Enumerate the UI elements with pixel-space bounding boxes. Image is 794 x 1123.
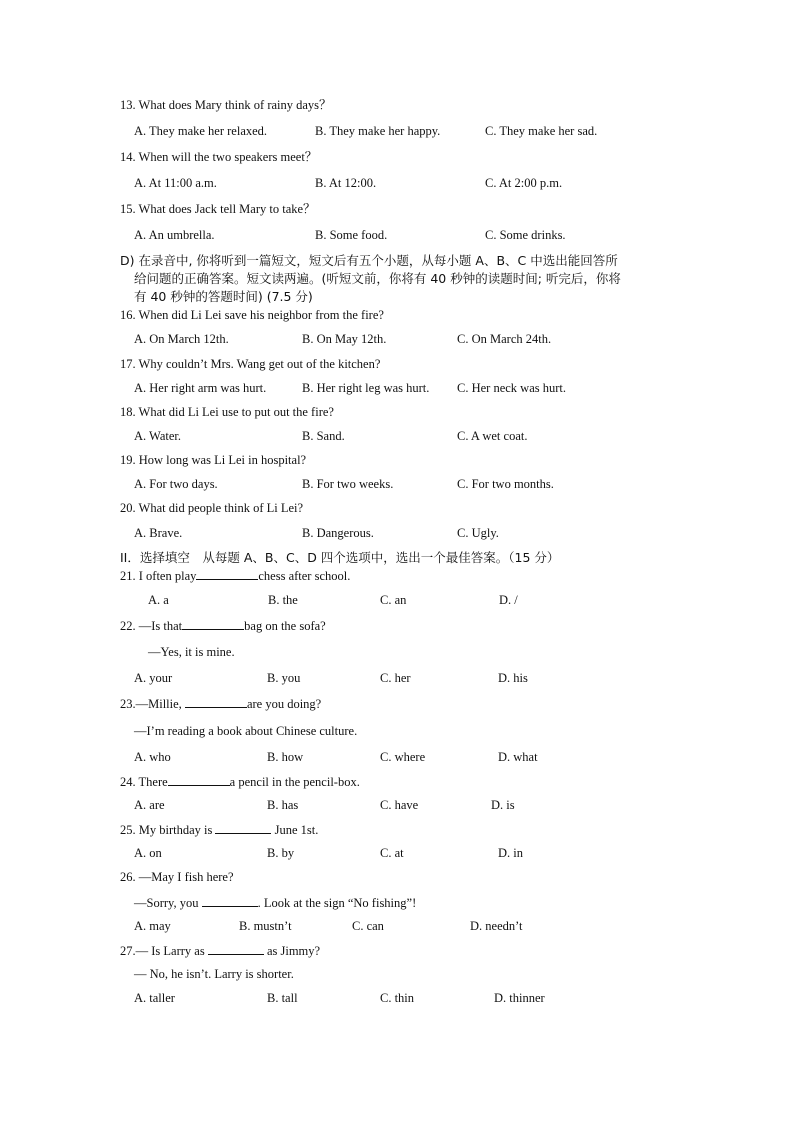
question-15-stem: 15. What does Jack tell Mary to take？ <box>120 202 316 216</box>
question-20-stem: 20. What did people think of Li Lei? <box>120 501 304 515</box>
q23-stem-before: 23.—Millie, <box>120 697 182 711</box>
q27-option-b: B. tall <box>267 991 298 1005</box>
q19-option-a: A. For two days. <box>134 477 218 491</box>
question-21-stem <box>120 567 350 584</box>
q27-reply: — No, he isn’t. Larry is shorter. <box>134 967 294 981</box>
q16-option-c: C. On March 24th. <box>457 332 552 346</box>
q22-stem-after: bag on the sofa? <box>244 619 326 633</box>
q26-reply-before: —Sorry, you <box>134 896 199 910</box>
q26-option-c: C. can <box>352 919 384 933</box>
q19-option-c: C. For two months. <box>457 477 554 491</box>
q21-answer-blank <box>196 567 258 580</box>
q21-option-d: D. / <box>499 593 518 607</box>
q23-option-b: B. how <box>267 750 304 764</box>
q27-stem-before: 27.— Is Larry as <box>120 944 205 958</box>
q21-stem-before: 21. I often play <box>120 569 197 583</box>
q24-option-c: C. have <box>380 798 419 812</box>
question-18-stem: 18. What did Li Lei use to put out the fire? <box>120 405 334 419</box>
section-d-instruction-line-3: 有 40 秒钟的答题时间) (7.5 分) <box>134 289 313 304</box>
q25-option-d: D. in <box>498 846 523 860</box>
q21-stem-after: chess after school. <box>258 569 351 583</box>
question-25-stem <box>120 821 318 838</box>
q24-stem-after: a pencil in the pencil-box. <box>229 775 360 789</box>
q23-option-d: D. what <box>498 750 538 764</box>
q26-option-a: A. may <box>134 919 171 933</box>
q20-option-c: C. Ugly. <box>457 526 499 540</box>
q20-option-b: B. Dangerous. <box>302 526 374 540</box>
q24-answer-blank <box>168 773 230 786</box>
q22-option-a: A. your <box>134 671 173 685</box>
question-22-stem <box>120 617 326 634</box>
q25-answer-blank <box>215 821 271 834</box>
q25-option-b: B. by <box>267 846 295 860</box>
q13-option-b: B. They make her happy. <box>315 124 441 138</box>
question-23-stem <box>120 695 321 712</box>
question-17-stem: 17. Why couldn’t Mrs. Wang get out of the kitchen? <box>120 357 381 371</box>
question-16-stem: 16. When did Li Lei save his neighbor from the fire? <box>120 308 384 322</box>
q26-reply <box>134 894 416 911</box>
section-d-instruction-line-2: 给问题的正确答案。短文读两遍。(听短文前，你将有 40 秒钟的读题时间; 听完后，你将 <box>134 271 621 286</box>
q26-option-d: D. needn’t <box>470 919 523 933</box>
q22-stem-before: 22. —Is that <box>120 619 183 633</box>
question-13-stem: 13. What does Mary think of rainy days？ <box>120 98 332 112</box>
q14-option-c: C. At 2:00 p.m. <box>485 176 563 190</box>
q24-option-b: B. has <box>267 798 299 812</box>
q14-option-a: A. At 11:00 a.m. <box>134 176 217 190</box>
q13-option-a: A. They make her relaxed. <box>134 124 268 138</box>
section-ii-heading: II．选择填空 从每题 A、B、C、D 四个选项中，选出一个最佳答案。（15 分） <box>120 550 560 565</box>
question-27-stem <box>120 942 320 959</box>
q18-option-b: B. Sand. <box>302 429 345 443</box>
q27-option-d: D. thinner <box>494 991 545 1005</box>
q18-option-a: A. Water. <box>134 429 182 443</box>
q18-option-c: C. A wet coat. <box>457 429 528 443</box>
q17-option-a: A. Her right arm was hurt. <box>134 381 267 395</box>
q27-option-c: C. thin <box>380 991 415 1005</box>
q24-option-a: A. are <box>134 798 165 812</box>
q23-answer-blank <box>185 695 247 708</box>
q23-option-c: C. where <box>380 750 426 764</box>
q15-option-c: C. Some drinks. <box>485 228 566 242</box>
question-24-stem <box>120 773 360 790</box>
q27-answer-blank <box>208 942 264 955</box>
question-26-stem: 26. —May I fish here? <box>120 870 234 884</box>
q26-option-b: B. mustn’t <box>239 919 292 933</box>
q13-option-c: C. They make her sad. <box>485 124 598 138</box>
section-d-instruction-line-1: D) 在录音中, 你将听到一篇短文，短文后有五个小题，从每小题 A、B、C 中选出能回答所 <box>120 253 618 268</box>
q27-stem-after: as Jimmy? <box>266 944 321 958</box>
q25-stem-before: 25. My birthday is <box>120 823 213 837</box>
q22-answer-blank <box>182 617 244 630</box>
q27-option-a: A. taller <box>134 991 175 1005</box>
q25-stem-after: June 1st. <box>274 823 319 837</box>
q23-reply: —I’m reading a book about Chinese culture. <box>134 724 358 738</box>
q23-stem-after: are you doing? <box>246 697 322 711</box>
q14-option-b: B. At 12:00. <box>315 176 377 190</box>
q19-option-b: B. For two weeks. <box>302 477 394 491</box>
q15-option-b: B. Some food. <box>315 228 388 242</box>
q26-reply-after: . Look at the sign “No fishing”! <box>257 896 417 910</box>
q21-option-b: B. the <box>268 593 298 607</box>
q16-option-a: A. On March 12th. <box>134 332 229 346</box>
q24-option-d: D. is <box>491 798 515 812</box>
q15-option-a: A. An umbrella. <box>134 228 215 242</box>
q21-option-a: A. a <box>148 593 169 607</box>
q16-option-b: B. On May 12th. <box>302 332 387 346</box>
q25-option-c: C. at <box>380 846 404 860</box>
q22-option-c: C. her <box>380 671 411 685</box>
q25-option-a: A. on <box>134 846 162 860</box>
q26-answer-blank <box>202 894 258 907</box>
q22-option-d: D. his <box>498 671 528 685</box>
q24-stem-before: 24. There <box>120 775 168 789</box>
q21-option-c: C. an <box>380 593 407 607</box>
q23-option-a: A. who <box>134 750 171 764</box>
q22-reply: —Yes, it is mine. <box>148 645 235 659</box>
q17-option-b: B. Her right leg was hurt. <box>302 381 430 395</box>
q20-option-a: A. Brave. <box>134 526 183 540</box>
q17-option-c: C. Her neck was hurt. <box>457 381 566 395</box>
question-14-stem: 14. When will the two speakers meet？ <box>120 150 318 164</box>
question-19-stem: 19. How long was Li Lei in hospital? <box>120 453 307 467</box>
q22-option-b: B. you <box>267 671 301 685</box>
